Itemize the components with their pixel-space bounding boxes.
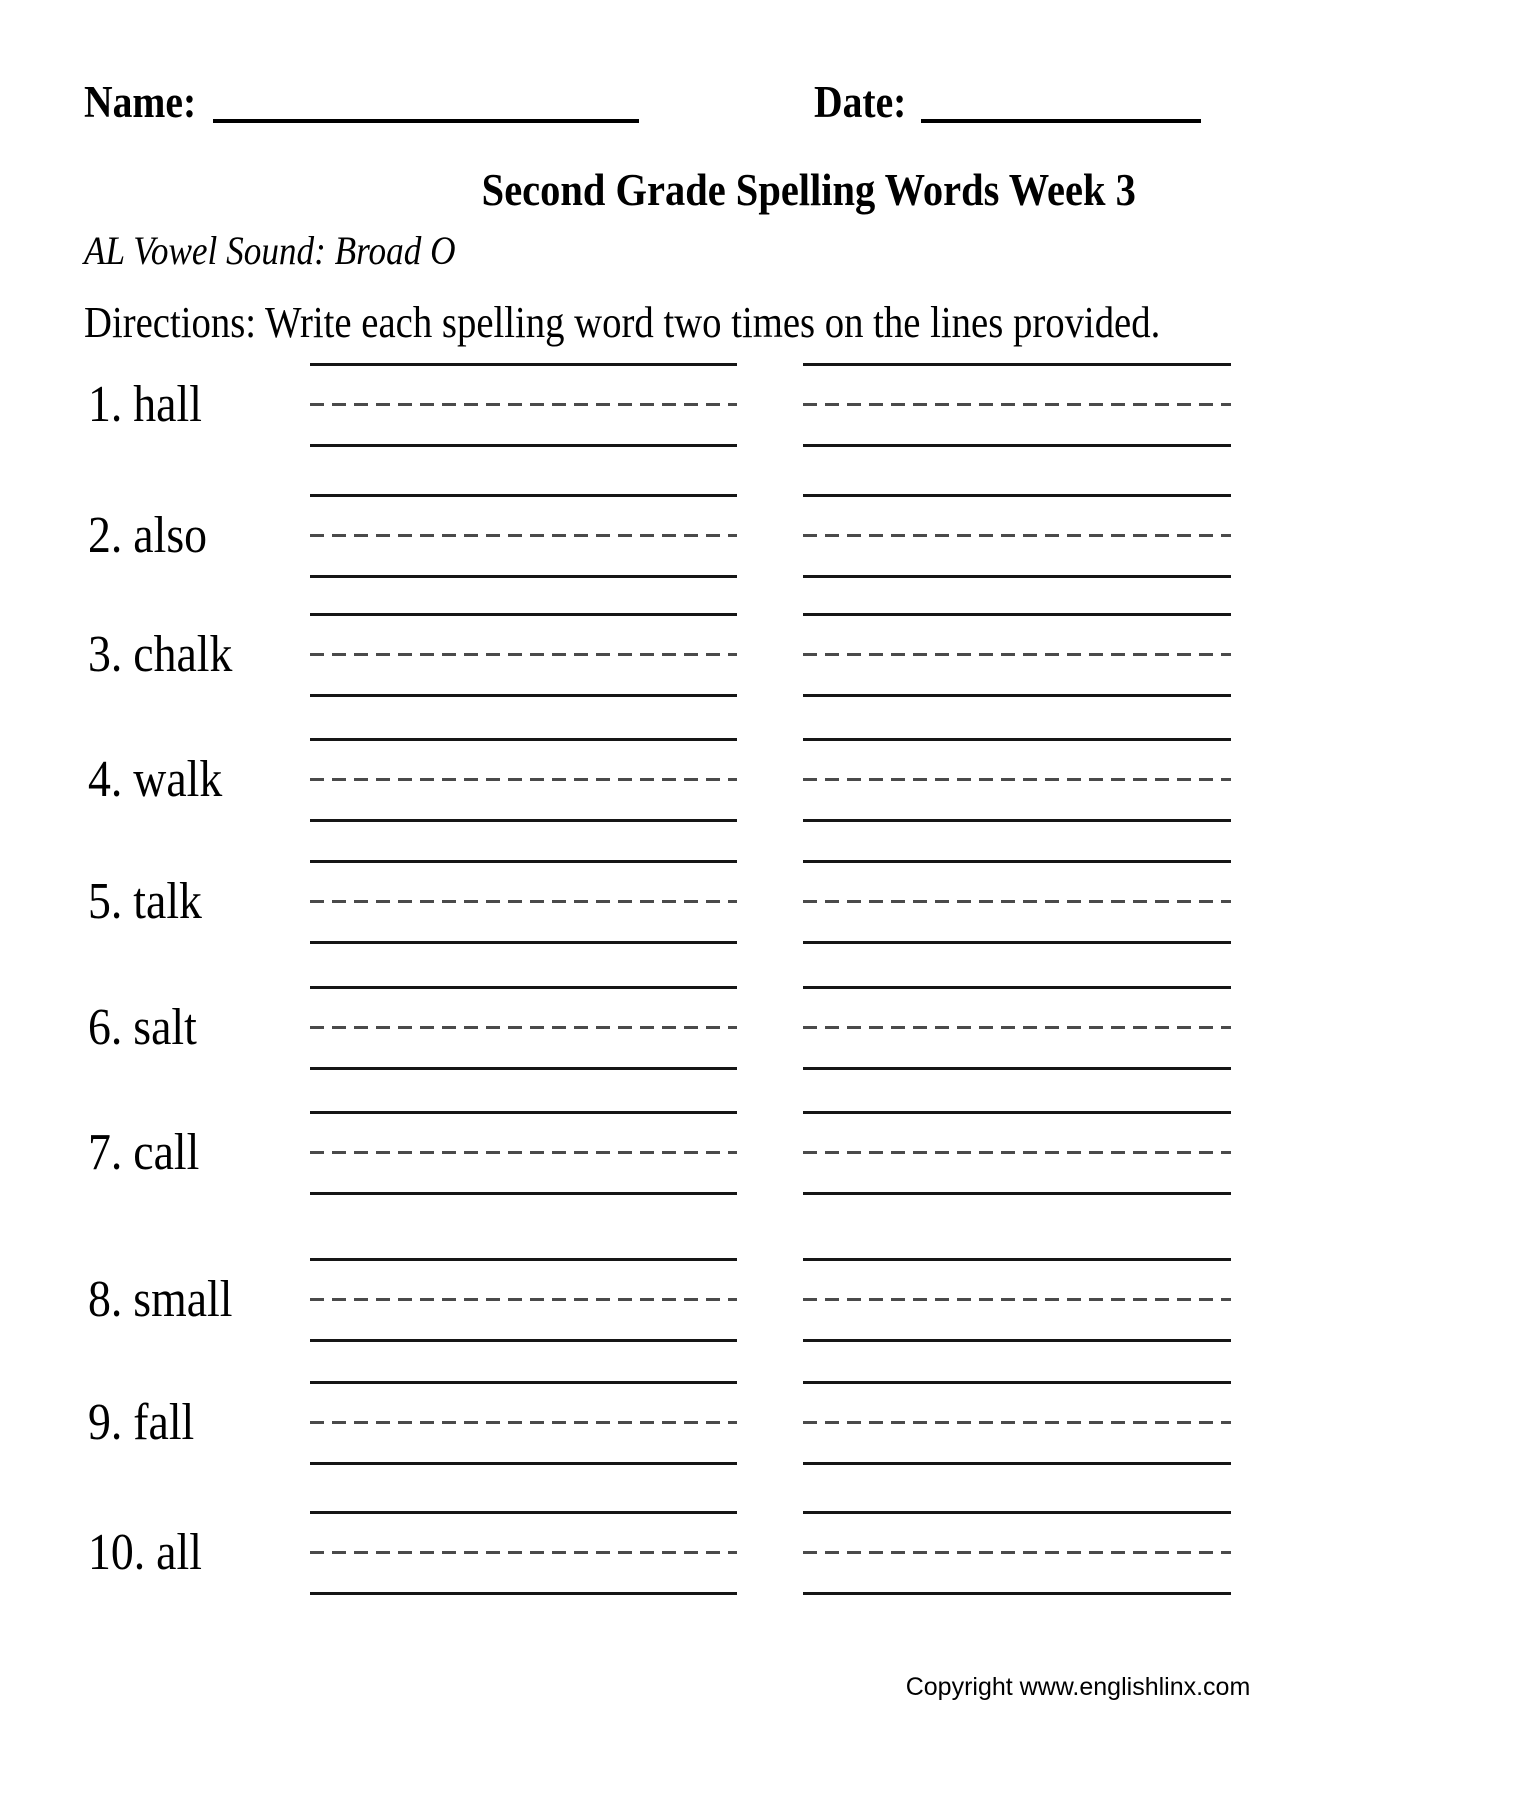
word-row <box>0 1111 1522 1195</box>
spelling-word: talk <box>133 873 202 930</box>
writing-lines-right <box>803 1258 1231 1342</box>
writing-lines-right <box>803 1111 1231 1195</box>
writing-line-dashed <box>310 403 737 406</box>
word-label <box>88 1524 202 1581</box>
writing-line-dashed <box>310 1551 737 1554</box>
writing-line-solid <box>310 1067 737 1070</box>
writing-line-solid <box>803 613 1231 616</box>
word-label <box>88 626 233 683</box>
writing-line-solid <box>310 1462 737 1465</box>
writing-lines-right <box>803 860 1231 944</box>
word-row <box>0 1511 1522 1595</box>
word-label <box>88 1124 200 1181</box>
writing-line-solid <box>803 694 1231 697</box>
writing-line-solid <box>310 444 737 447</box>
writing-line-solid <box>803 1258 1231 1261</box>
writing-lines-left <box>310 494 737 578</box>
writing-lines-right <box>803 494 1231 578</box>
writing-line-dashed <box>803 778 1231 781</box>
writing-line-solid <box>310 819 737 822</box>
writing-line-dashed <box>310 1298 737 1301</box>
writing-line-solid <box>310 986 737 989</box>
spelling-word: also <box>133 507 208 564</box>
writing-line-solid <box>803 1381 1231 1384</box>
word-label <box>88 376 202 433</box>
word-number: 1. <box>88 376 123 433</box>
word-label <box>88 999 197 1056</box>
writing-line-solid <box>803 860 1231 863</box>
writing-lines-left <box>310 986 737 1070</box>
word-label <box>88 507 208 564</box>
writing-lines-left <box>310 1111 737 1195</box>
spelling-word: salt <box>133 999 197 1056</box>
writing-line-dashed <box>803 1151 1231 1154</box>
writing-line-dashed <box>803 1026 1231 1029</box>
name-blank-line <box>213 119 639 123</box>
writing-lines-right <box>803 986 1231 1070</box>
word-label <box>88 1271 233 1328</box>
writing-lines-left <box>310 1511 737 1595</box>
writing-line-solid <box>803 1511 1231 1514</box>
writing-line-dashed <box>803 1421 1231 1424</box>
word-number: 3. <box>88 626 123 683</box>
writing-line-solid <box>803 1462 1231 1465</box>
writing-line-solid <box>310 494 737 497</box>
spelling-word: small <box>133 1271 233 1328</box>
word-row <box>0 986 1522 1070</box>
spelling-word: chalk <box>133 626 233 683</box>
writing-line-dashed <box>310 778 737 781</box>
word-row <box>0 363 1522 447</box>
writing-line-solid <box>803 363 1231 366</box>
directions-text: Directions: Write each spelling word two times on the lines provided. <box>84 298 1161 347</box>
writing-line-dashed <box>803 534 1231 537</box>
writing-lines-left <box>310 738 737 822</box>
writing-lines-right <box>803 1511 1231 1595</box>
word-number: 10. <box>88 1524 146 1581</box>
writing-lines-left <box>310 1381 737 1465</box>
writing-line-solid <box>310 1592 737 1595</box>
writing-line-solid <box>803 941 1231 944</box>
word-number: 9. <box>88 1394 123 1451</box>
writing-line-solid <box>803 986 1231 989</box>
word-row <box>0 613 1522 697</box>
writing-line-solid <box>803 444 1231 447</box>
writing-line-solid <box>310 1258 737 1261</box>
writing-lines-right <box>803 363 1231 447</box>
writing-line-solid <box>803 1192 1231 1195</box>
word-number: 6. <box>88 999 123 1056</box>
writing-lines-right <box>803 1381 1231 1465</box>
writing-line-dashed <box>310 900 737 903</box>
writing-line-solid <box>310 860 737 863</box>
writing-line-solid <box>310 613 737 616</box>
word-number: 5. <box>88 873 123 930</box>
writing-lines-right <box>803 738 1231 822</box>
lesson-subtitle: AL Vowel Sound: Broad O <box>84 228 456 273</box>
word-number: 4. <box>88 751 123 808</box>
writing-line-dashed <box>310 1421 737 1424</box>
word-number: 2. <box>88 507 123 564</box>
writing-lines-right <box>803 613 1231 697</box>
date-label: Date: <box>814 77 907 127</box>
writing-lines-left <box>310 1258 737 1342</box>
writing-line-dashed <box>310 534 737 537</box>
word-label <box>88 873 202 930</box>
writing-lines-left <box>310 860 737 944</box>
writing-line-solid <box>310 1192 737 1195</box>
writing-line-solid <box>310 1381 737 1384</box>
spelling-word: call <box>133 1124 200 1181</box>
page-title: Second Grade Spelling Words Week 3 <box>481 164 1136 215</box>
name-label: Name: <box>84 77 197 127</box>
writing-line-dashed <box>803 900 1231 903</box>
word-row <box>0 860 1522 944</box>
spelling-word: all <box>156 1524 202 1581</box>
writing-line-solid <box>803 1111 1231 1114</box>
writing-line-dashed <box>310 1026 737 1029</box>
writing-line-solid <box>310 694 737 697</box>
word-number: 8. <box>88 1271 123 1328</box>
writing-line-solid <box>310 1511 737 1514</box>
spelling-word: walk <box>133 751 223 808</box>
writing-line-dashed <box>310 653 737 656</box>
writing-line-solid <box>310 738 737 741</box>
writing-line-solid <box>803 1339 1231 1342</box>
word-row <box>0 1258 1522 1342</box>
writing-line-dashed <box>803 1551 1231 1554</box>
word-row <box>0 1381 1522 1465</box>
writing-line-solid <box>310 1339 737 1342</box>
writing-line-solid <box>803 819 1231 822</box>
copyright-text: Copyright www.englishlinx.com <box>905 1673 1251 1701</box>
writing-line-solid <box>803 494 1231 497</box>
writing-line-solid <box>803 738 1231 741</box>
writing-line-solid <box>310 575 737 578</box>
writing-lines-left <box>310 363 737 447</box>
writing-line-dashed <box>310 1151 737 1154</box>
writing-line-dashed <box>803 1298 1231 1301</box>
writing-lines-left <box>310 613 737 697</box>
spelling-word: hall <box>133 376 202 433</box>
date-blank-line <box>921 119 1201 123</box>
writing-line-solid <box>803 1592 1231 1595</box>
word-row <box>0 494 1522 578</box>
spelling-word: fall <box>133 1394 195 1451</box>
writing-line-solid <box>803 575 1231 578</box>
writing-line-dashed <box>803 653 1231 656</box>
writing-line-solid <box>310 1111 737 1114</box>
word-label <box>88 751 223 808</box>
writing-line-dashed <box>803 403 1231 406</box>
writing-line-solid <box>803 1067 1231 1070</box>
word-row <box>0 738 1522 822</box>
writing-line-solid <box>310 363 737 366</box>
word-label <box>88 1394 195 1451</box>
writing-line-solid <box>310 941 737 944</box>
word-number: 7. <box>88 1124 123 1181</box>
